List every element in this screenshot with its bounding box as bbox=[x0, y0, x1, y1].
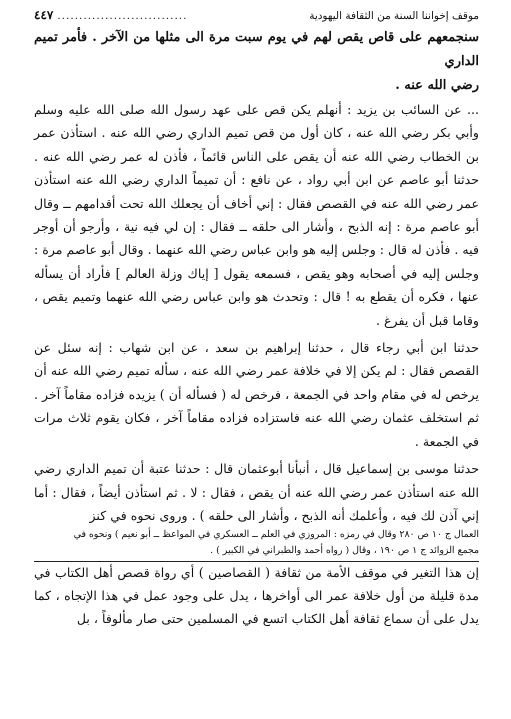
paragraph-saib: ... عن السائب بن يزيد : أنهلم يكن قص على عهد رسول الله صلى الله عليه وسلم وأبي بكر رضي الله عنه ، كان أول من قص تميم الداري رضي الله عنه . استأذن عمر بن الخطاب رضي الله عنه أن يقص على الناس قائماً ، فأذن له عمر رضي الله عنه . حدثنا أبو عاصم عن ابن أبي رواد ، عن نافع : أن تميماً الداري رضي الله عنه استأذن عمر رضي الله عنه في القصص فقال : إني أخاف أن يجعلك الله تحت أقدامهم ــ وقال أبو عاصم مرة : إنه الذبح ، وأشار الى حلقه ــ فقال : إن لي فيه نية ، وأرجو أن أوجر فيه . فأذن له قال : وجلس إليه هو وابن عباس رضي الله عنهما . وقال أبو عاصم مرة : وجلس إليه في أصحابه وهو يقص ، فسمعه يقول [ إياك وزلة العالم ] فأراد أن يسأله عنها ، فكره أن يقطع به ! قال : وتحدث هو وابن عباس رضي الله عنهما وتميم يقص ، وقاما قبل أن يفرغ . bbox=[34, 102, 479, 328]
footnote-line: العمال ج ١٠ ص ٢٨٠ وقال في رمزه : المروزي في العلم ــ العسكري في المواعظ ــ أبو نعيم ) ونحوه في bbox=[73, 529, 479, 541]
opening-line: سنجمعهم على قاص يقص لهم في يوم سبت مرة الى مثلها من الآخر . فأمر تميم الداري bbox=[34, 30, 479, 69]
paragraph-musa: حدثنا موسى بن إسماعيل قال ، أنبأنا أبوعثمان قال : حدثنا عتبة أن تميم الداري رضي الله عنه استأذن عمر رضي الله عنه أن يقص ، فقال : لا . ثم استأذن أيضاً ، فقال : أما إني آذن لك فيه ، وأعلمك أنه الذبح ، وأشار الى حلقه ) . وروى نحوه في كنز bbox=[34, 461, 479, 523]
closing-paragraph: إن هذا التغير في موقف الأمة من ثقافة ( القصاصين ) أي رواة قصص أهل الكتاب في مدة قليلة من أول خلافة عمر الى أواخرها ، يدل على وجود عمل في هذا الإتجاه ، كما يدل على أن سماع ثقافة أهل الكتاب اتسع في المسلمين حتى صار مألوفاً ، بل bbox=[34, 565, 479, 626]
page-number: ٤٤٧ bbox=[34, 8, 54, 22]
paragraph-ibn-shihab: حدثنا ابن أبي رجاء قال ، حدثنا إبراهيم بن سعد ، عن ابن شهاب : إنه سئل عن القصص فقال : لم يكن إلا في خلافة عمر رضي الله عنه ، سأله تميم رضي الله عنه أن يرخص له في مقام واحد في الجمعة ، فرخص له ( فسأله أن ) يزيده فزاده مقاماً آخر . ثم استخلف عثمان رضي الله عنه فاستزاده فزاده مقاماً آخر ، فكان يقوم ثلاث مرات في الجمعة . bbox=[34, 340, 479, 449]
document-page bbox=[34, 8, 479, 631]
running-header bbox=[34, 8, 479, 26]
running-title: موقف إخواننا السنة من الثقافة اليهودية bbox=[309, 10, 479, 22]
footnote bbox=[34, 527, 479, 559]
footnote-line: مجمع الزوائد ج ١ ص ١٩٠ ، وقال ( رواه أحمد والطبراني في الكبير ) . bbox=[210, 545, 479, 557]
opening-line: رضي الله عنه . bbox=[395, 78, 479, 93]
leader-dots: .............................. bbox=[57, 10, 188, 22]
opening-lines bbox=[34, 26, 479, 98]
